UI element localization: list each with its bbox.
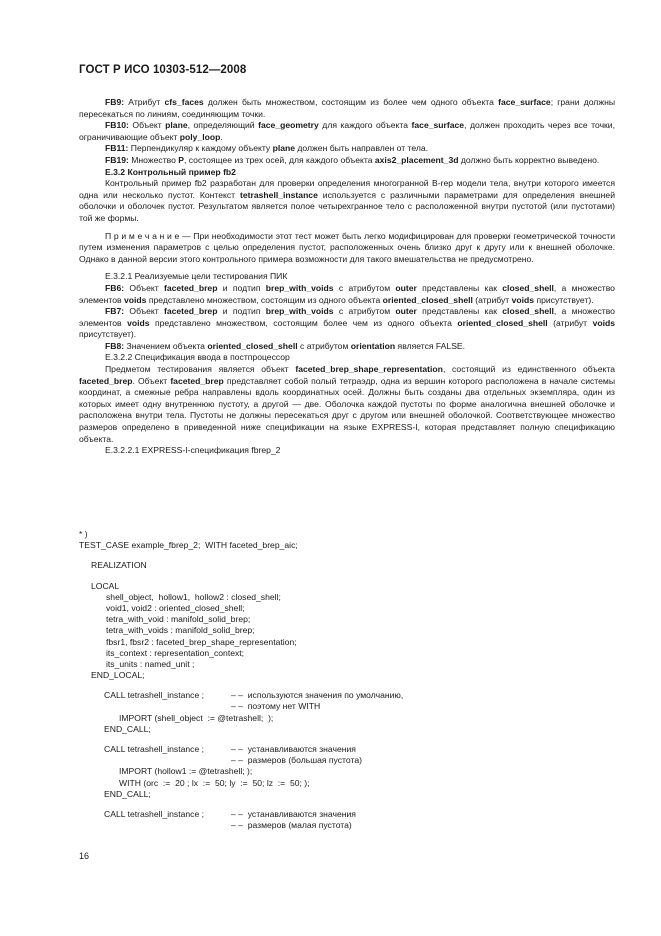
requirement-fb19: FB19: Множество P, состоящее из трех осей, для каждого объекта axis2_placement_3d должно быть корректно выведено. [105, 154, 600, 165]
section-heading-e322: Е.3.2.2 Спецификация ввода в постпроцессор [105, 352, 290, 363]
code-line: tetra_with_voids : manifold_solid_brep; [106, 625, 255, 636]
code-line [79, 701, 619, 712]
page-number: 16 [79, 851, 90, 861]
code-comment: – – используются значения по умолчанию, [231, 690, 404, 701]
code-line: its_units : named_unit ; [106, 658, 195, 669]
section-heading-e32: Е.3.2 Контрольный пример fb2 [105, 166, 236, 177]
requirement-fb6: FB6: Объект faceted_brep и подтип brep_with_voids с атрибутом outer представлены как closed_shell, а множество элементов voids представлено множеством, состоящим из одного объекта oriented_closed_shell (атрибут voids присутствует). [79, 282, 615, 305]
code-line: IMPORT (hollow1 := @tetrashell; ); [119, 766, 253, 777]
code-comment: – – устанавливаются значения [231, 744, 356, 754]
note-label: П р и м е ч а н и е [105, 230, 180, 241]
code-line: CALL tetrashell_instance ; – – используются значения по умолчанию, [104, 690, 404, 701]
code-line: IMPORT (shell_object := @tetrashell; ); [119, 712, 274, 723]
page-header: ГОСТ Р ИСО 10303-512—2008 [79, 64, 247, 76]
code-line: END_LOCAL; [91, 670, 145, 681]
code-line: its_context : representation_context; [106, 647, 245, 658]
section-heading-e3221: Е.3.2.2.1 EXPRESS-I-спецификация fbrep_2 [105, 445, 281, 456]
spec-paragraph: Предметом тестирования является объект faceted_brep_shape_representation, состоящий из единственного объекта faceted_brep. Объект faceted_brep представляет собой полый тетраэдр, одна из вершин которого расположена в начале системы координат, а смежные ребра направлены вдоль координатных осей. Должны быть созданы два отдельных экземпляра, один из которых имеет одну внутреннюю пустоту, а другой — две. Оболочка каждой пустоты по форме аналогична внешней оболочке и расположена внутри тела. Пустоты не должны пересекаться друг с другом или внешней оболочкой. Соответствующее множество размеров определено в приведенной ниже спецификации на языке EXPRESS-I, которая представляет полную спецификацию объекта. [79, 364, 615, 444]
code-line: REALIZATION [91, 560, 147, 571]
body-text [79, 97, 615, 457]
code-line [79, 755, 619, 766]
code-line: WITH (orc := 20 ; lx := 50; ly := 50; lz := 50; ); [119, 777, 310, 788]
code-line [79, 820, 619, 831]
code-comment: – – размеров (малая пустота) [231, 820, 352, 831]
code-comment: – – поэтому нет WITH [231, 701, 321, 712]
note-paragraph: П р и м е ч а н и е — При необходимости этот тест может быть легко модифицирован для проверки геометрической точности путем изменения параметров с целью определения пустот, расположенных очень близко друг к другу или к внешней оболочке. Однако в данной версии этого контрольного примера возможности для такого вмешательства не предусмотрено. [79, 230, 615, 264]
intro-paragraph: Контрольный пример fb2 разработан для проверки определения многогранной B-rep модели тела, внутри которого имеется одна или несколько пустот. Контекст tetrashell_instance используется с различными параметрами для определения внешней оболочки и оболочек пустот. Результатом является полое четырехгранное тело с расположенной внутри пустотой (или пустотами) той же формы. [79, 178, 615, 223]
code-line: TEST_CASE example_fbrep_2; WITH faceted_brep_aic; [79, 540, 298, 551]
code-line: END_CALL; [104, 788, 151, 799]
requirement-fb9: FB9: Атрибут cfs_faces должен быть множеством, состоящим из более чем одного объекта face_surface; грани должны пересекаться по линиям, соединяющим точки. [79, 97, 615, 119]
section-heading-e321: Е.3.2.1 Реализуемые цели тестирования ПИК [105, 271, 288, 282]
requirement-fb10: FB10: Объект plane, определяющий face_geometry для каждого объекта face_surface, должен проходить через все точки, ограничивающие объект poly_loop. [79, 120, 615, 142]
code-line: LOCAL [91, 580, 120, 591]
code-line: CALL tetrashell_instance ; – – устанавливаются значения [104, 744, 356, 754]
requirement-fb8: FB8: Значением объекта oriented_closed_shell с атрибутом orientation является FALSE. [105, 340, 466, 351]
code-line: void1, void2 : oriented_closed_shell; [106, 602, 245, 613]
requirement-fb11: FB11: Перпендикуляр к каждому объекту plane должен быть направлен от тела. [105, 143, 429, 154]
code-line: END_CALL; [104, 723, 151, 734]
code-comment: – – устанавливаются значения [231, 808, 356, 819]
code-line: fbsr1, fbsr2 : faceted_brep_shape_representation; [106, 636, 297, 647]
code-line: shell_object, hollow1, hollow2 : closed_shell; [106, 591, 281, 602]
code-comment: – – размеров (большая пустота) [231, 755, 362, 766]
requirement-fb7: FB7: Объект faceted_brep и подтип brep_with_voids с атрибутом outer представлены как closed_shell, а множество элементов voids представлено множеством, состоящим более чем из одного объекта oriented_closed_shell (атрибут voids присутствует). [79, 306, 616, 340]
code-line: * ) [79, 529, 88, 539]
code-line: CALL tetrashell_instance ; – – устанавливаются значения [104, 808, 356, 819]
express-code-block [79, 529, 619, 831]
code-line: tetra_with_void : manifold_solid_brep; [106, 614, 251, 625]
